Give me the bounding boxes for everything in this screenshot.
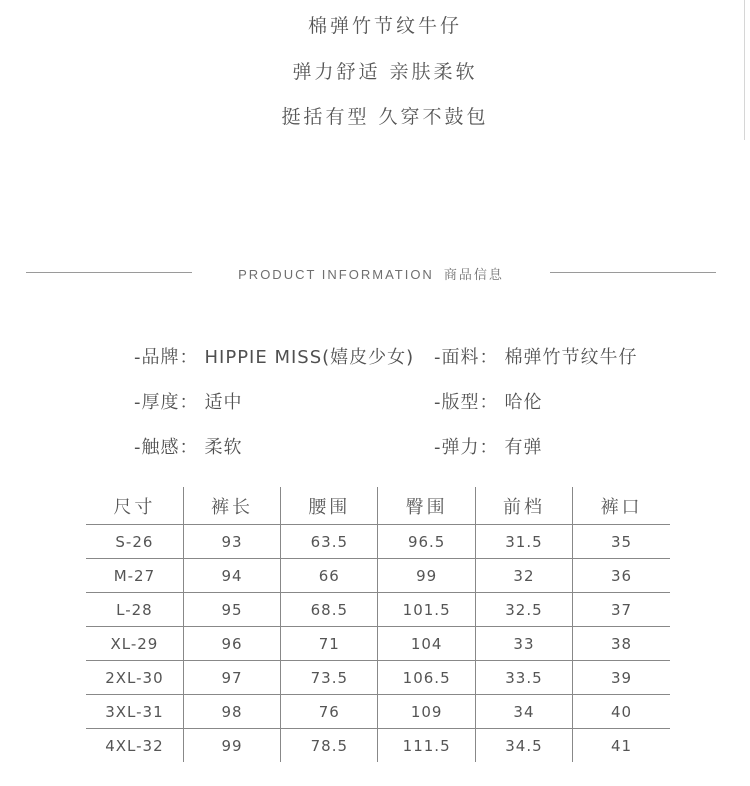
info-fabric-label: -面料： — [434, 347, 499, 368]
cell-length: 95 — [183, 593, 280, 627]
cell-size: 4XL-32 — [86, 729, 183, 763]
table-row — [86, 661, 670, 695]
info-fit-label: -版型： — [434, 392, 499, 413]
table-row — [86, 627, 670, 661]
cell-size: 3XL-31 — [86, 695, 183, 729]
cell-front-rise: 34.5 — [475, 729, 572, 763]
info-stretch — [434, 433, 543, 459]
size-table-header-row — [86, 487, 670, 525]
info-brand — [134, 343, 414, 369]
info-feel — [134, 433, 243, 459]
cell-waist: 68.5 — [281, 593, 378, 627]
cell-hip: 96.5 — [378, 525, 475, 559]
cell-front-rise: 33 — [475, 627, 572, 661]
info-stretch-label: -弹力： — [434, 437, 499, 458]
info-thickness — [134, 388, 243, 414]
section-title-en: PRODUCT INFORMATION — [238, 267, 434, 282]
cell-front-rise: 34 — [475, 695, 572, 729]
cell-leg-opening: 36 — [573, 559, 670, 593]
info-stretch-value: 有弹 — [504, 437, 543, 458]
header-front-rise: 前档 — [475, 487, 572, 525]
cell-front-rise: 31.5 — [475, 525, 572, 559]
info-fit-value: 哈伦 — [504, 392, 543, 413]
cell-waist: 78.5 — [281, 729, 378, 763]
section-title — [192, 264, 550, 283]
cell-hip: 99 — [378, 559, 475, 593]
cell-leg-opening: 39 — [573, 661, 670, 695]
table-row — [86, 729, 670, 763]
cell-front-rise: 32 — [475, 559, 572, 593]
cell-size: 2XL-30 — [86, 661, 183, 695]
table-row — [86, 695, 670, 729]
tagline-shape: 挺括有型 久穿不鼓包 — [281, 106, 489, 128]
tagline-comfort: 弹力舒适 亲肤柔软 — [292, 61, 478, 83]
cell-length: 93 — [183, 525, 280, 559]
cell-waist: 66 — [281, 559, 378, 593]
cell-leg-opening: 37 — [573, 593, 670, 627]
section-title-cn: 商品信息 — [443, 268, 504, 283]
header-size: 尺寸 — [86, 487, 183, 525]
cell-length: 96 — [183, 627, 280, 661]
cell-front-rise: 33.5 — [475, 661, 572, 695]
cell-front-rise: 32.5 — [475, 593, 572, 627]
cell-size: S-26 — [86, 525, 183, 559]
cell-waist: 73.5 — [281, 661, 378, 695]
cell-hip: 109 — [378, 695, 475, 729]
info-fabric — [434, 343, 638, 369]
cell-size: XL-29 — [86, 627, 183, 661]
table-row — [86, 559, 670, 593]
info-feel-value: 柔软 — [204, 437, 243, 458]
info-brand-value: HIPPIE MISS(嬉皮少女) — [204, 347, 415, 368]
info-brand-label: -品牌： — [134, 347, 199, 368]
header-waist: 腰围 — [281, 487, 378, 525]
cell-length: 99 — [183, 729, 280, 763]
info-fabric-value: 棉弹竹节纹牛仔 — [504, 347, 638, 368]
cell-leg-opening: 40 — [573, 695, 670, 729]
cell-waist: 71 — [281, 627, 378, 661]
cell-leg-opening: 38 — [573, 627, 670, 661]
cell-hip: 111.5 — [378, 729, 475, 763]
table-row — [86, 525, 670, 559]
cell-leg-opening: 35 — [573, 525, 670, 559]
cell-length: 94 — [183, 559, 280, 593]
size-table — [86, 487, 670, 762]
cell-leg-opening: 41 — [611, 736, 633, 755]
info-thickness-label: -厚度： — [134, 392, 199, 413]
header-hip: 臀围 — [378, 487, 475, 525]
section-divider-right — [550, 272, 716, 273]
header-length: 裤长 — [183, 487, 280, 525]
cell-size: M-27 — [86, 559, 183, 593]
cell-length: 98 — [183, 695, 280, 729]
table-row — [86, 593, 670, 627]
cell-hip: 106.5 — [378, 661, 475, 695]
info-thickness-value: 适中 — [204, 392, 243, 413]
cell-hip: 104 — [378, 627, 475, 661]
info-fit — [434, 388, 543, 414]
cell-length: 97 — [183, 661, 280, 695]
section-divider-left — [26, 272, 192, 273]
cell-waist: 76 — [281, 695, 378, 729]
cell-waist: 63.5 — [281, 525, 378, 559]
info-feel-label: -触感： — [134, 437, 199, 458]
header-leg-opening: 裤口 — [573, 487, 670, 525]
cell-hip: 101.5 — [378, 593, 475, 627]
cell-size: L-28 — [86, 593, 183, 627]
tagline-fabric: 棉弹竹节纹牛仔 — [307, 15, 462, 37]
